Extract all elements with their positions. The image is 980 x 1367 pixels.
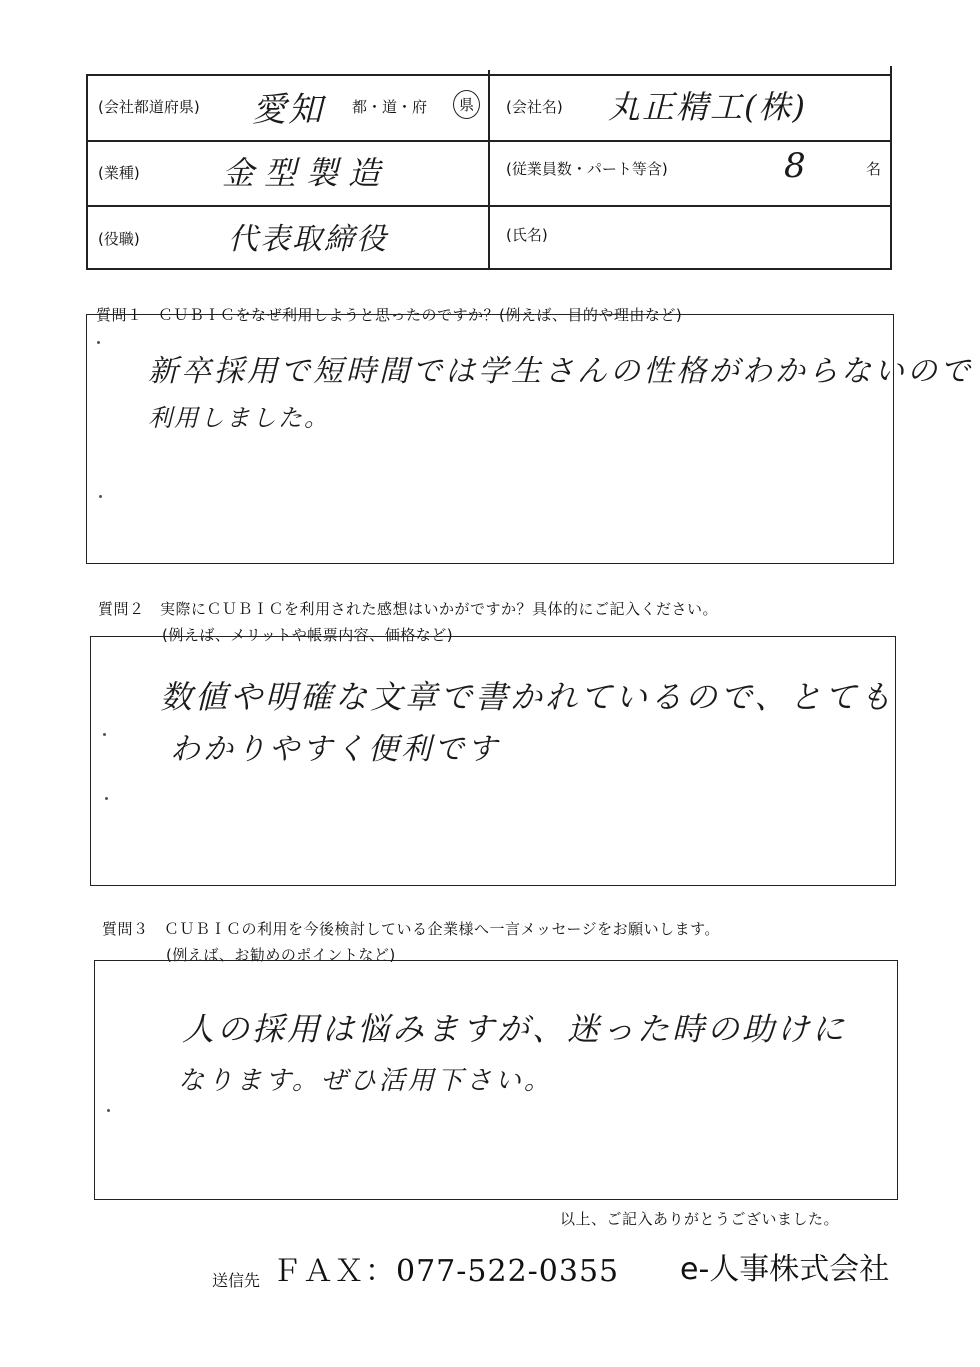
industry-value: 金型製造	[222, 154, 391, 192]
question-3-answer-line-1: 人の採用は悩みますが、迷った時の助けに	[182, 1010, 848, 1048]
name-label: (氏名)	[506, 226, 548, 244]
employees-label: (従業員数・パート等含)	[506, 160, 668, 178]
company-name: e-人事株式会社	[680, 1252, 890, 1287]
question-1-answer-line-1: 新卒採用で短時間では学生さんの性格がわからないので	[148, 354, 973, 389]
question-2-answer-line-1: 数値や明確な文章で書かれているので、とても	[160, 678, 895, 716]
prefecture-label: (会社都道府県)	[98, 98, 200, 116]
question-2-sublabel: (例えば、メリットや帳票内容、価格など)	[162, 626, 454, 644]
employees-unit: 名	[866, 160, 882, 178]
position-label: (役職)	[98, 230, 140, 248]
question-3-label: 質問３ ＣＵＢＩＣの利用を今後検討している企業様へ一言メッセージをお願いします。	[102, 920, 720, 938]
question-2-answer-line-2: わかりやすく便利です	[170, 732, 500, 767]
position-value: 代表取締役	[228, 222, 388, 257]
question-1-label: 質問１ ＣＵＢＩＣをなぜ利用しようと思ったのですか？(例えば、目的や理由など)	[96, 306, 683, 324]
question-2-label: 質問２ 実際にＣＵＢＩＣを利用された感想はいかがですか？具体的にご記入ください。	[98, 600, 719, 618]
prefecture-value: 愛知	[252, 90, 324, 130]
prefecture-circled: 県	[453, 90, 480, 119]
fax-number: ＦＡＸ：077-522-0355	[272, 1254, 620, 1289]
company-value: 丸正精工(株)	[608, 88, 807, 126]
thanks-note: 以上、ご記入ありがとうございました。	[560, 1210, 840, 1228]
question-3-sublabel: (例えば、お勧めのポイントなど)	[166, 946, 396, 964]
question-3-answer-line-2: なります。ぜひ活用下さい。	[178, 1066, 553, 1096]
send-to-label: 送信先	[212, 1271, 261, 1290]
question-1-answer-line-2: 利用しました。	[148, 404, 330, 432]
prefecture-suffix: 都・道・府	[352, 98, 428, 116]
employees-value: 8	[784, 146, 808, 186]
industry-label: (業種)	[98, 164, 140, 182]
company-label: (会社名)	[506, 98, 563, 116]
